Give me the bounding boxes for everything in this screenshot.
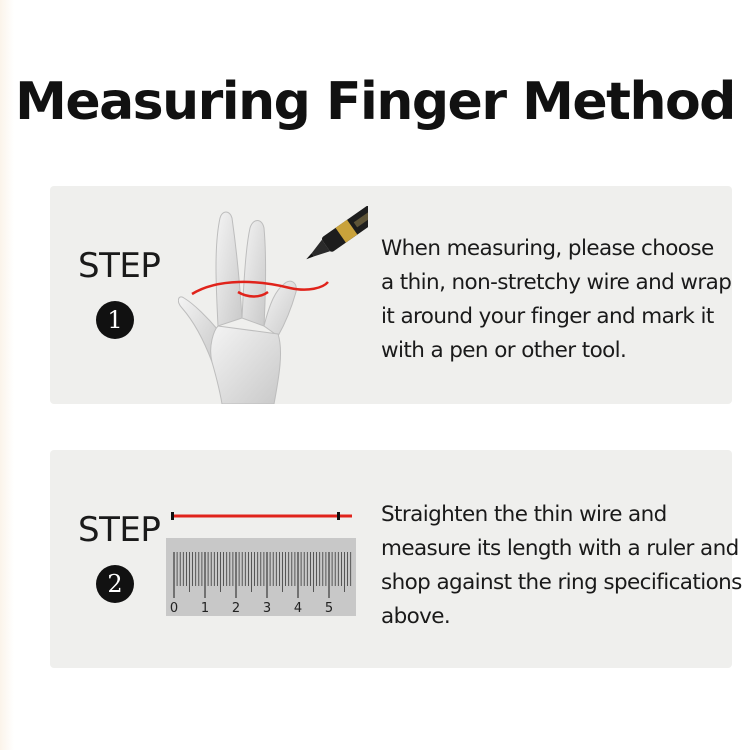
step-1-card (50, 186, 732, 404)
step-2-description (381, 498, 742, 634)
step-2-line-4: above. (381, 604, 451, 629)
ruler-tick-label: 3 (262, 601, 272, 616)
step-2-line-1: Straighten the thin wire and (381, 502, 667, 527)
step-2-line-2: measure its length with a ruler and (381, 536, 739, 561)
wire-icon (171, 512, 352, 520)
step-1-line-3: it around your finger and mark it (381, 304, 714, 329)
step-1-line-2: a thin, non-stretchy wire and wrap (381, 270, 732, 295)
hand-with-marker-svg (178, 206, 368, 404)
step-1-line-1: When measuring, please choose (381, 236, 714, 261)
step-1-description (381, 232, 732, 368)
step-1-number-badge: 1 (96, 301, 134, 339)
marker-pen-icon (301, 206, 368, 267)
ruler-tick-label: 0 (169, 601, 179, 616)
wire-and-ruler-svg (164, 508, 364, 620)
hand-shape (178, 212, 296, 404)
step-1-line-4: with a pen or other tool. (381, 338, 627, 363)
ruler-tick-label: 4 (293, 601, 303, 616)
ruler-tick-label: 2 (231, 601, 241, 616)
ruler-illustration (164, 508, 364, 620)
step-2-card (50, 450, 742, 668)
page-title: Measuring Finger Method (15, 72, 735, 132)
step-1-label: STEP (78, 246, 161, 286)
ruler-tick-label: 5 (324, 601, 334, 616)
hand-illustration (178, 206, 368, 404)
ruler-tick-label: 1 (200, 601, 210, 616)
step-2-line-3: shop against the ring specifications (381, 570, 742, 595)
step-2-number-badge: 2 (96, 565, 134, 603)
step-2-label: STEP (78, 510, 161, 550)
